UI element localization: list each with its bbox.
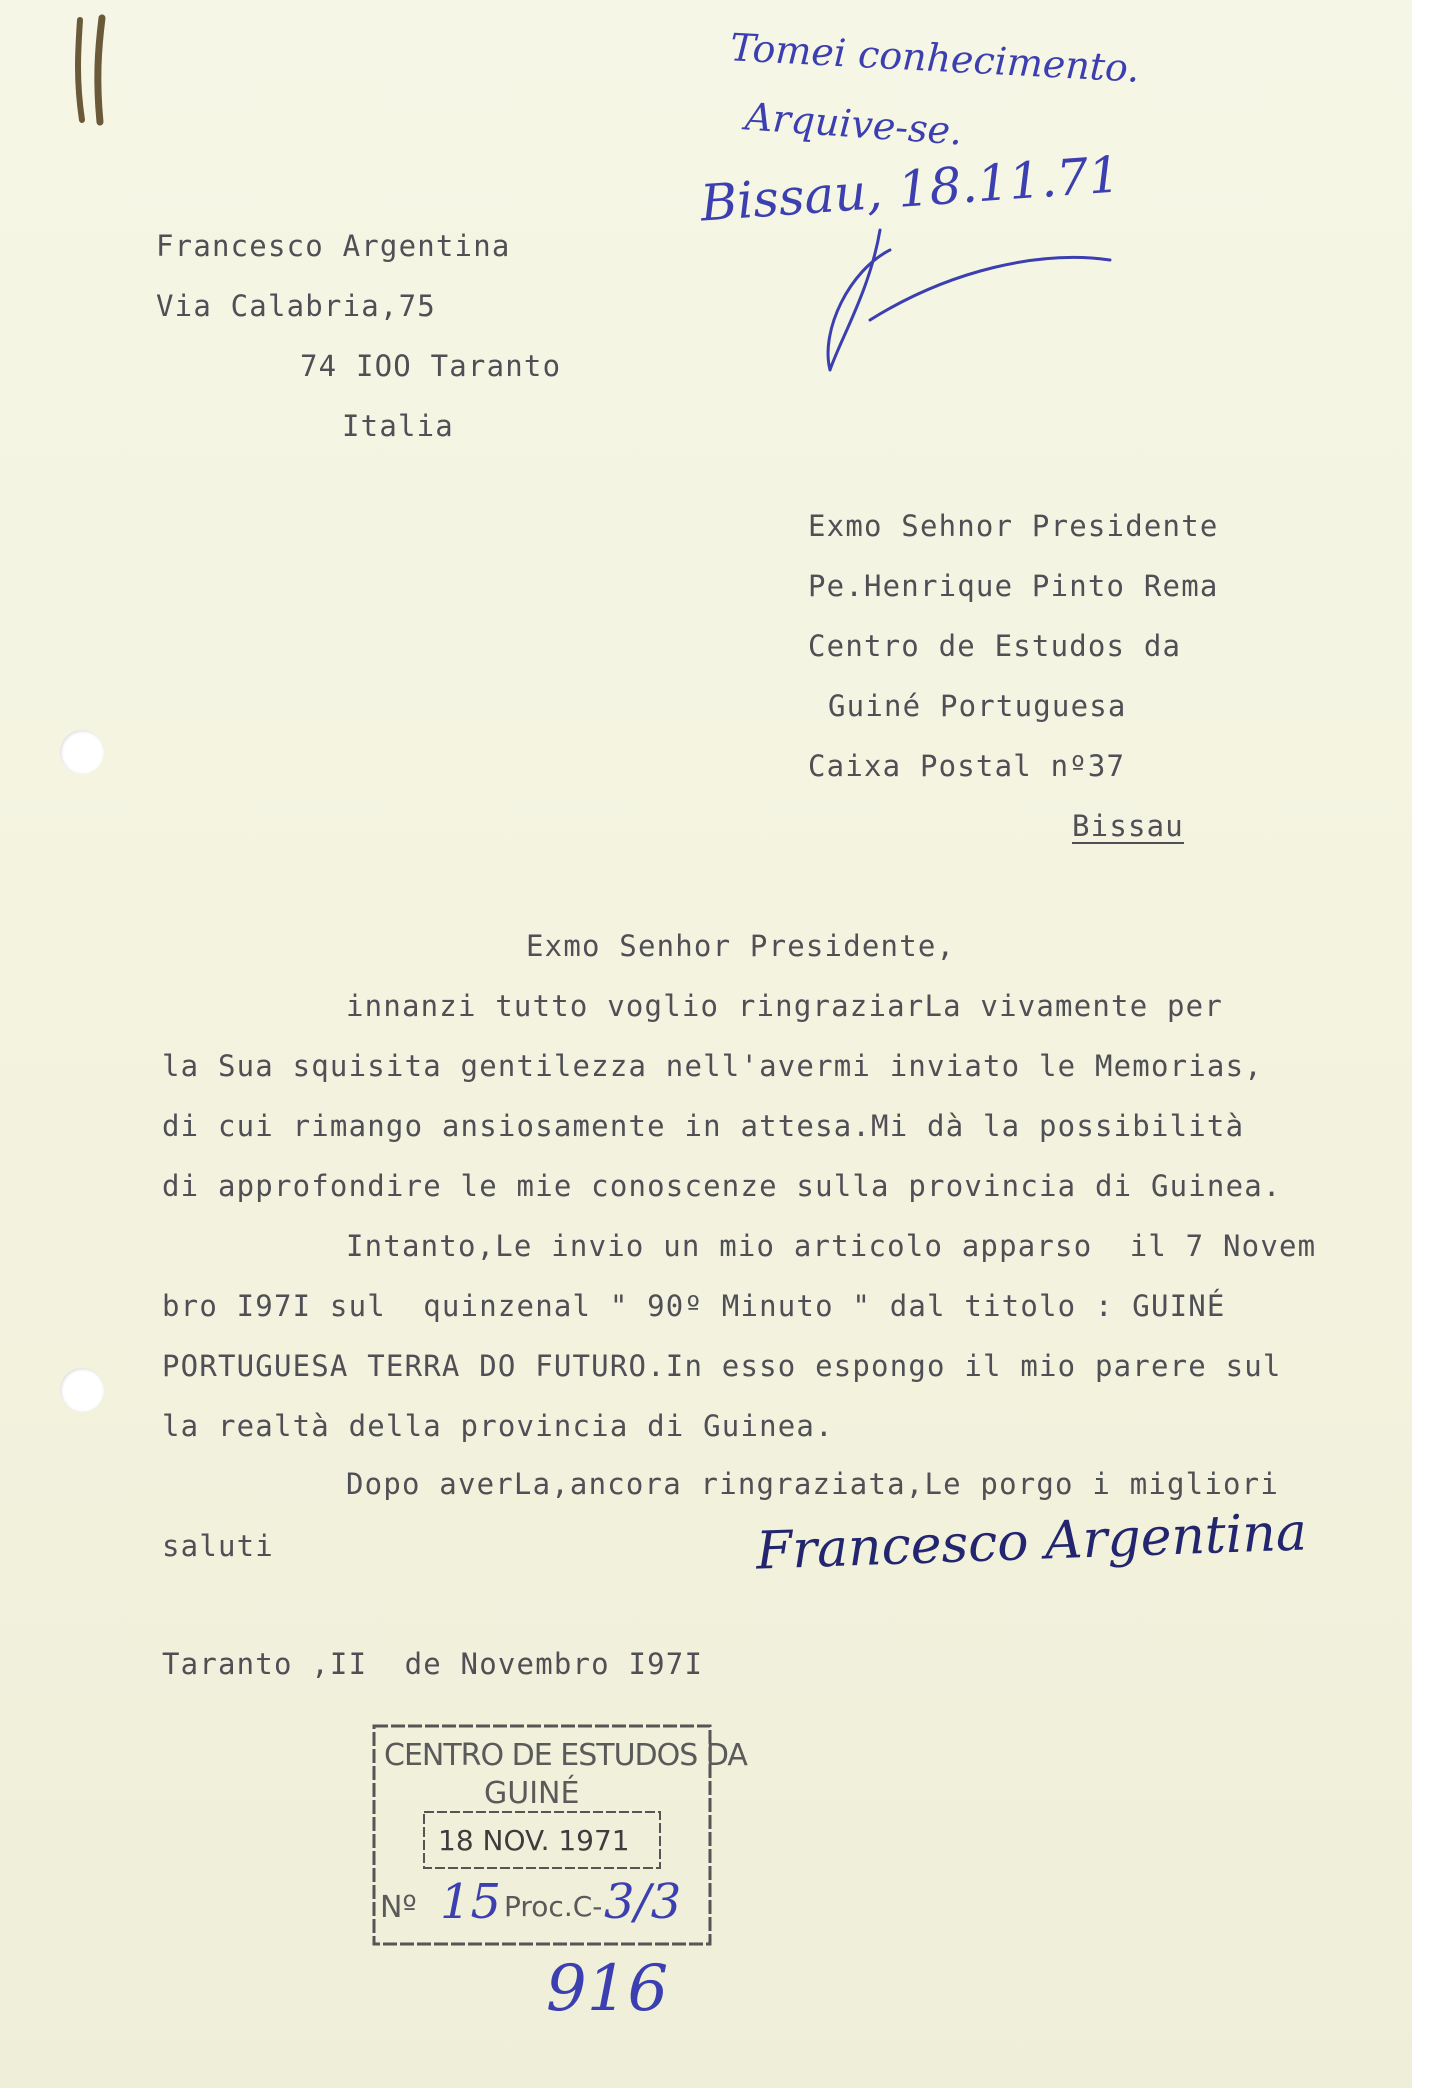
stamp-proc-label: Proc.C- bbox=[504, 1890, 603, 1923]
body-line: Dopo averLa,ancora ringraziata,Le porgo i migliori bbox=[346, 1467, 1279, 1501]
initial-flourish bbox=[810, 210, 1130, 380]
body-line: bro I97I sul quinzenal " 90º Minuto " dal titolo : GUINÉ bbox=[162, 1289, 1226, 1323]
recipient-line-4: Guiné Portuguesa bbox=[828, 689, 1127, 723]
stamp-line-2: GUINÉ bbox=[484, 1776, 580, 1811]
salutation: Exmo Senhor Presidente, bbox=[526, 929, 956, 963]
body-line: PORTUGUESA TERRA DO FUTURO.In esso espongo il mio parere sul bbox=[162, 1349, 1282, 1383]
annotation-line-1: Tomei conhecimento. bbox=[729, 25, 1141, 91]
recipient-line-3: Centro de Estudos da bbox=[808, 629, 1182, 663]
recipient-line-5: Caixa Postal nº37 bbox=[808, 749, 1126, 783]
sender-street: Via Calabria,75 bbox=[156, 289, 436, 323]
sender-country: Italia bbox=[342, 409, 454, 443]
date-line: Taranto ,II de Novembro I97I bbox=[162, 1647, 704, 1681]
body-line: innanzi tutto voglio ringraziarLa vivamente per bbox=[346, 989, 1223, 1023]
stamp-number-label: Nº bbox=[380, 1890, 417, 1925]
body-line: la Sua squisita gentilezza nell'avermi inviato le Memorias, bbox=[162, 1049, 1263, 1083]
body-line: saluti bbox=[162, 1529, 274, 1563]
archive-mark: 916 bbox=[546, 1952, 669, 2026]
punch-hole-bottom bbox=[60, 1368, 104, 1412]
recipient-line-1: Exmo Sehnor Presidente bbox=[808, 509, 1219, 543]
body-line: di cui rimango ansiosamente in attesa.Mi dà la possibilità bbox=[162, 1109, 1245, 1143]
punch-hole-top bbox=[60, 730, 104, 774]
body-line: di approfondire le mie conoscenze sulla provincia di Guinea. bbox=[162, 1169, 1282, 1203]
stamp-proc: 3/3 bbox=[604, 1874, 682, 1930]
recipient-line-6: Bissau bbox=[1072, 809, 1184, 843]
stamp-number: 15 bbox=[440, 1874, 502, 1930]
annotation-line-3: Bissau, 18.11.71 bbox=[698, 145, 1123, 233]
sender-name: Francesco Argentina bbox=[156, 229, 511, 263]
signature: Francesco Argentina bbox=[755, 1502, 1308, 1582]
recipient-line-2: Pe.Henrique Pinto Rema bbox=[808, 569, 1219, 603]
annotation-line-2: Arquive-se. bbox=[743, 94, 964, 154]
stamp-line-1: CENTRO DE ESTUDOS DA bbox=[384, 1738, 747, 1773]
sender-city: 74 IOO Taranto bbox=[300, 349, 562, 383]
body-line: la realtà della provincia di Guinea. bbox=[162, 1409, 834, 1443]
pencil-mark bbox=[60, 10, 120, 130]
stamp-date: 18 NOV. 1971 bbox=[438, 1824, 630, 1857]
body-line: Intanto,Le invio un mio articolo apparso il 7 Novem bbox=[346, 1229, 1317, 1263]
receipt-stamp bbox=[372, 1724, 747, 1946]
